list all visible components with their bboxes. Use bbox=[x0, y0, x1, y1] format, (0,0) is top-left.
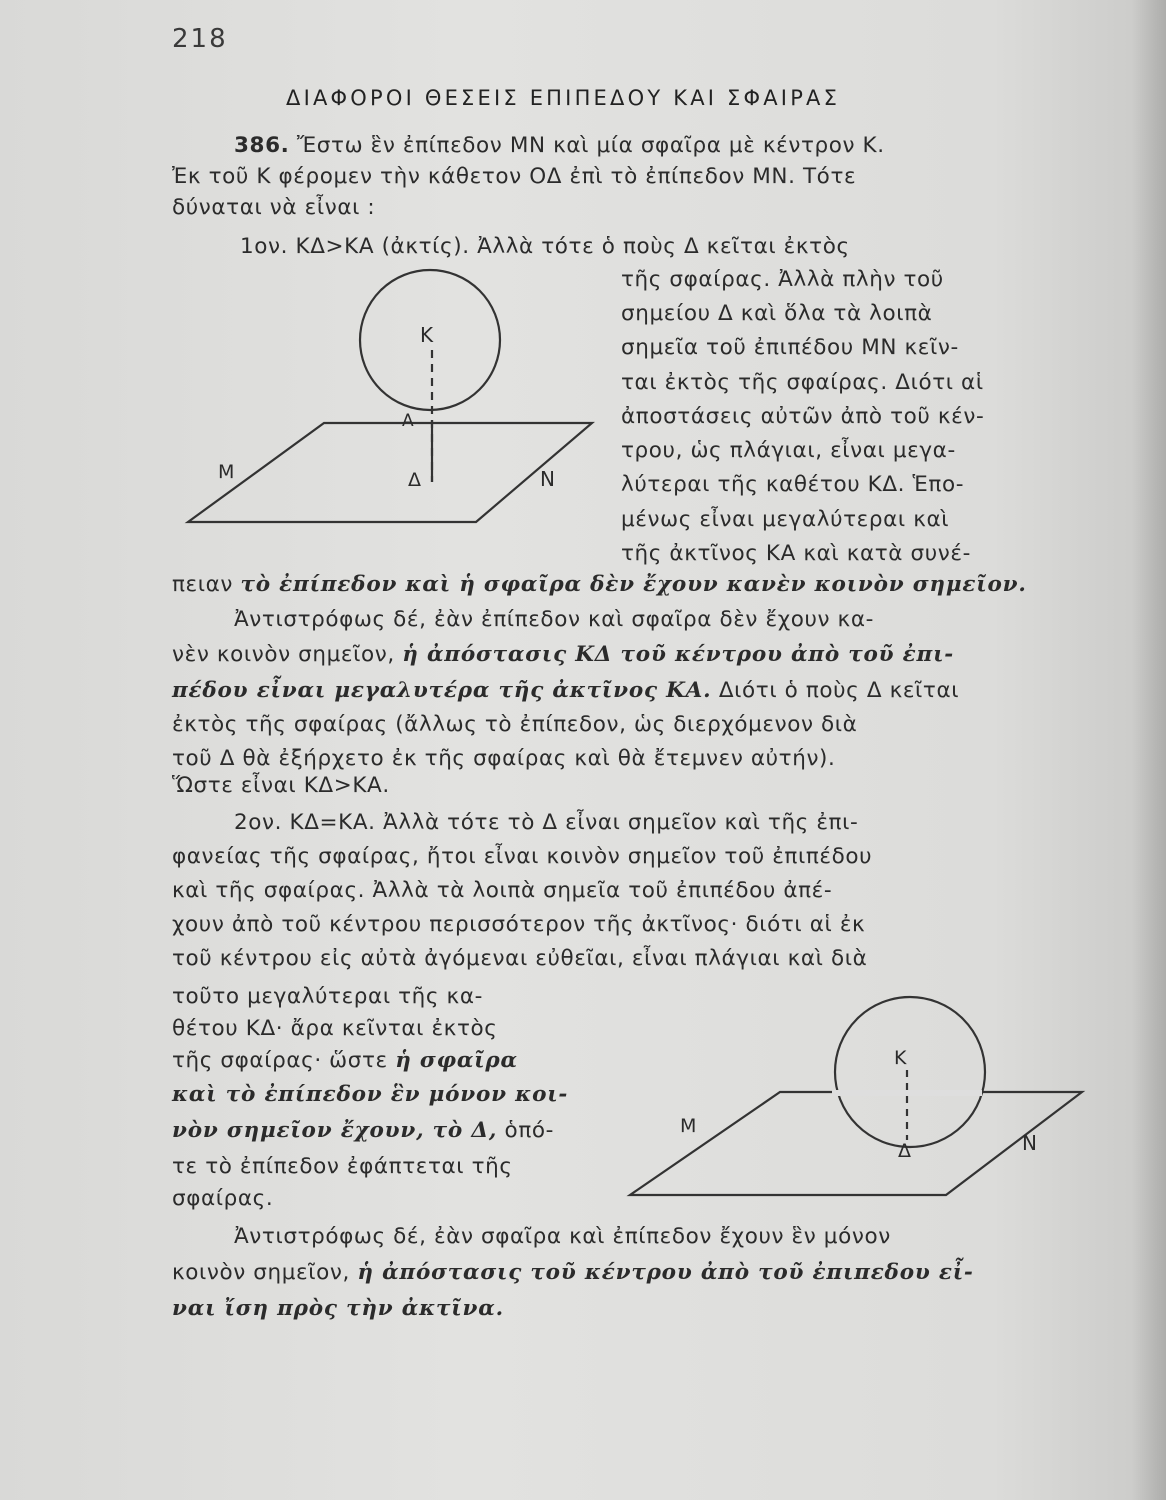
emphasis: ἡ σφαῖρα bbox=[395, 1048, 518, 1073]
text-line: τῆς σφαίρας. Ἀλλὰ πλὴν τοῦ bbox=[621, 267, 944, 292]
text-line: τοῦ κέντρου εἰς αὐτὰ ἀγόμεναι εὐθεῖαι, εἶναι πλάγιαι καὶ διὰ bbox=[172, 946, 868, 971]
label-M: Μ bbox=[680, 1115, 697, 1137]
text-line: τῆς σφαίρας· ὥστε ἡ σφαῖρα bbox=[172, 1048, 518, 1073]
text-line: 386. Ἔστω ἓν ἐπίπεδον ΜΝ καὶ μία σφαῖρα μὲ κέντρον Κ. bbox=[234, 133, 885, 158]
emphasis: νὸν σημεῖον ἔχουν, τὸ Δ, bbox=[172, 1118, 498, 1143]
text-line: δύναται νὰ εἶναι : bbox=[172, 195, 376, 220]
label-K: Κ bbox=[420, 323, 434, 347]
text-line: Ἀντιστρόφως δέ, ἐὰν ἐπίπεδον καὶ σφαῖρα δὲν ἔχουν κα- bbox=[234, 607, 874, 632]
text-line: 1ον. ΚΔ>ΚΑ (ἀκτίς). Ἀλλὰ τότε ὁ ποὺς Δ κεῖται ἐκτὸς bbox=[240, 234, 850, 259]
emphasis: ἡ ἀπόστασις ΚΔ τοῦ κέντρου ἀπὸ τοῦ ἐπι- bbox=[402, 642, 955, 667]
text-line: νὸν σημεῖον ἔχουν, τὸ Δ, ὁπό- bbox=[172, 1118, 554, 1143]
label-N: Ν bbox=[1022, 1131, 1037, 1155]
text-line: καὶ τῆς σφαίρας. Ἀλλὰ τὰ λοιπὰ σημεῖα τοῦ ἐπιπέδου ἀπέ- bbox=[172, 878, 833, 903]
text-line: τοῦτο μεγαλύτεραι τῆς κα- bbox=[172, 984, 483, 1009]
emphasis: τὸ ἐπίπεδον καὶ ἡ σφαῖρα δὲν ἔχουν κανὲν κοινὸν σημεῖον. bbox=[240, 572, 1027, 597]
text-line: Ἀντιστρόφως δέ, ἐὰν σφαῖρα καὶ ἐπίπεδον ἔχουν ἓν μόνον bbox=[234, 1224, 891, 1249]
text-line bbox=[172, 1294, 504, 1324]
text-line: 2ον. ΚΔ=ΚΑ. Ἀλλὰ τότε τὸ Δ εἶναι σημεῖον καὶ τῆς ἐπι- bbox=[234, 810, 859, 835]
plane-parallelogram bbox=[188, 423, 592, 522]
plane-parallelogram bbox=[630, 1092, 1082, 1195]
text-line: Ὥστε εἶναι ΚΔ>ΚΑ. bbox=[172, 773, 390, 798]
section-heading: ΔΙΑΦΟΡΟΙ ΘΕΣΕΙΣ ΕΠΙΠΕΔΟΥ ΚΑΙ ΣΦΑΙΡΑΣ bbox=[286, 86, 841, 110]
text-line: θέτου ΚΔ· ἄρα κεῖνται ἐκτὸς bbox=[172, 1016, 498, 1041]
text-line: πειαν τὸ ἐπίπεδον καὶ ἡ σφαῖρα δὲν ἔχουν κανὲν κοινὸν σημεῖον. bbox=[172, 572, 1027, 597]
label-D: Δ bbox=[408, 469, 421, 491]
sphere-circle bbox=[835, 997, 985, 1147]
text-line: τε τὸ ἐπίπεδον ἐφάπτεται τῆς bbox=[172, 1154, 513, 1179]
figure-plane-tangent-sphere bbox=[620, 1000, 1100, 1210]
text-line: τρου, ὡς πλάγιαι, εἶναι μεγα- bbox=[621, 438, 956, 463]
label-K: Κ bbox=[894, 1047, 907, 1069]
sphere-occlusion bbox=[832, 1090, 982, 1096]
text-line: ται ἐκτὸς τῆς σφαίρας. Διότι αἱ bbox=[621, 370, 984, 395]
text-line: σημεῖα τοῦ ἐπιπέδου ΜΝ κεῖν- bbox=[621, 335, 959, 360]
emphasis: ἡ ἀπόστασις τοῦ κέντρου ἀπὸ τοῦ ἐπιπεδου εἶ- bbox=[357, 1260, 974, 1285]
paragraph-number: 386. bbox=[234, 133, 290, 158]
emphasis: ναι ἴση πρὸς τὴν ἀκτῖνα. bbox=[172, 1296, 504, 1321]
label-N: Ν bbox=[540, 467, 555, 491]
emphasis: καὶ τὸ ἐπίπεδον ἓν μόνον κοι- bbox=[172, 1082, 569, 1107]
text-line: σφαίρας. bbox=[172, 1186, 274, 1211]
label-D: Δ bbox=[898, 1140, 911, 1162]
text-line: σημείου Δ καὶ ὅλα τὰ λοιπὰ bbox=[621, 301, 933, 326]
text-line: ἐκτὸς τῆς σφαίρας (ἄλλως τὸ ἐπίπεδον, ὡς διερχόμενον διὰ bbox=[172, 712, 858, 737]
label-M: Μ bbox=[218, 461, 235, 483]
page-number: 218 bbox=[172, 24, 228, 54]
emphasis: πέδου εἶναι μεγαλυτέρα τῆς ἀκτῖνος ΚΑ. bbox=[172, 678, 712, 703]
text-line bbox=[172, 1080, 568, 1110]
label-A: Α bbox=[402, 411, 414, 431]
text-line: νὲν κοινὸν σημεῖον, ἡ ἀπόστασις ΚΔ τοῦ κέντρου ἀπὸ τοῦ ἐπι- bbox=[172, 642, 955, 667]
text-line: Ἐκ τοῦ Κ φέρομεν τὴν κάθετον ΟΔ ἐπὶ τὸ ἐπίπεδον ΜΝ. Τότε bbox=[172, 164, 857, 189]
text-line: πέδου εἶναι μεγαλυτέρα τῆς ἀκτῖνος ΚΑ. Διότι ὁ ποὺς Δ κεῖται bbox=[172, 678, 960, 703]
text-line: χουν ἀπὸ τοῦ κέντρου περισσότερον τῆς ἀκτῖνος· διότι αἱ ἐκ bbox=[172, 912, 866, 937]
text-line: μένως εἶναι μεγαλύτεραι καὶ bbox=[621, 507, 950, 532]
page-edge-shadow bbox=[1132, 0, 1166, 1500]
text-line: ἀποστάσεις αὐτῶν ἀπὸ τοῦ κέν- bbox=[621, 404, 985, 429]
text-line: τῆς ἀκτῖνος ΚΑ καὶ κατὰ συνέ- bbox=[621, 541, 971, 566]
text-line: λύτεραι τῆς καθέτου ΚΔ. Ἑπο- bbox=[621, 472, 965, 497]
text-line: κοινὸν σημεῖον, ἡ ἀπόστασις τοῦ κέντρου ἀπὸ τοῦ ἐπιπεδου εἶ- bbox=[172, 1260, 974, 1285]
text-line: φανείας τῆς σφαίρας, ἤτοι εἶναι κοινὸν σημεῖον τοῦ ἐπιπέδου bbox=[172, 844, 873, 869]
text-line: τοῦ Δ θὰ ἐξήρχετο ἐκ τῆς σφαίρας καὶ θὰ ἔτεμνεν αὐτήν). bbox=[172, 746, 836, 771]
figure-plane-sphere-apart bbox=[180, 280, 610, 550]
